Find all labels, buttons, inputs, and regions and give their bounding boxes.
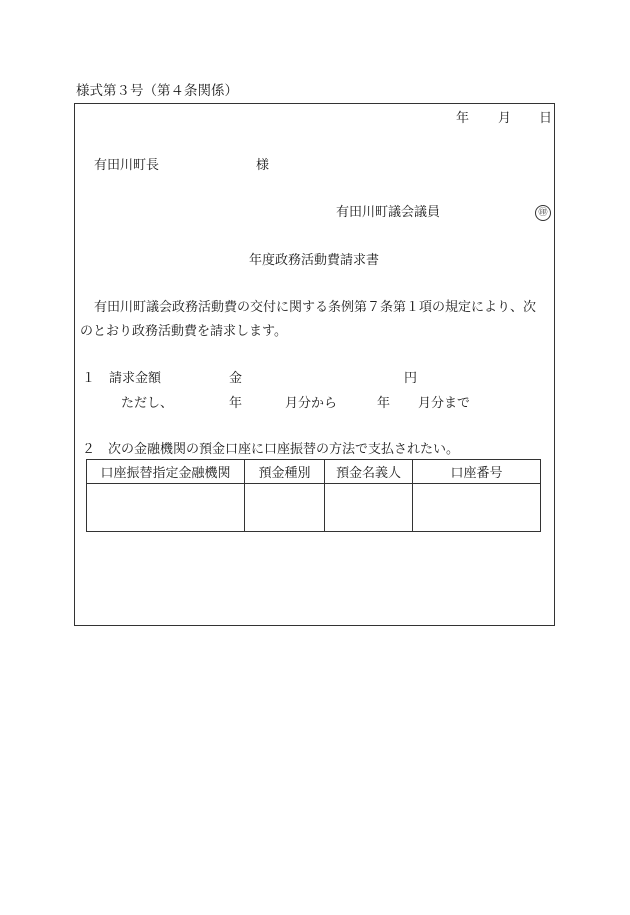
date-day: 日 (539, 111, 553, 126)
cell-account-no[interactable] (413, 484, 541, 532)
body-text-line-1: 有田川町議会政務活動費の交付に関する条例第７条第１項の規定により、次 (94, 300, 537, 315)
header-deposit-type: 預金種別 (245, 460, 325, 484)
amount-prefix: 金 (229, 371, 243, 386)
period-from-month: 月分から (285, 396, 338, 411)
table-row (87, 484, 541, 532)
form-label: 様式第３号（第４条関係） (76, 83, 238, 99)
header-account-no: 口座番号 (413, 460, 541, 484)
table-header-row (87, 460, 541, 484)
period-to-month: 月分まで (418, 396, 471, 411)
date-year: 年 (456, 111, 470, 126)
bank-account-table (86, 459, 541, 532)
item1-label: 請求金額 (109, 371, 162, 386)
item1-number: １ (82, 371, 96, 386)
date-month: 月 (498, 111, 512, 126)
item2-number: ２ (82, 442, 96, 457)
item2-text: 次の金融機関の預金口座に口座振替の方法で支払されたい。 (108, 442, 460, 457)
period-from-year: 年 (229, 396, 243, 411)
header-bank: 口座振替指定金融機関 (87, 460, 245, 484)
cell-deposit-type[interactable] (245, 484, 325, 532)
addressee-honorific: 様 (256, 158, 270, 173)
form-frame (74, 103, 555, 626)
requester-title: 有田川町議会議員 (336, 205, 441, 220)
addressee-name: 有田川町長 (94, 158, 160, 173)
cell-account-name[interactable] (325, 484, 413, 532)
proviso-label: ただし、 (121, 396, 174, 411)
seal-icon: ㊞ (535, 205, 551, 221)
period-to-year: 年 (377, 396, 391, 411)
cell-bank[interactable] (87, 484, 245, 532)
body-text-line-2: のとおり政務活動費を請求します。 (80, 324, 287, 339)
document-title: 年度政務活動費請求書 (249, 253, 380, 268)
amount-unit: 円 (404, 371, 418, 386)
header-account-name: 預金名義人 (325, 460, 413, 484)
